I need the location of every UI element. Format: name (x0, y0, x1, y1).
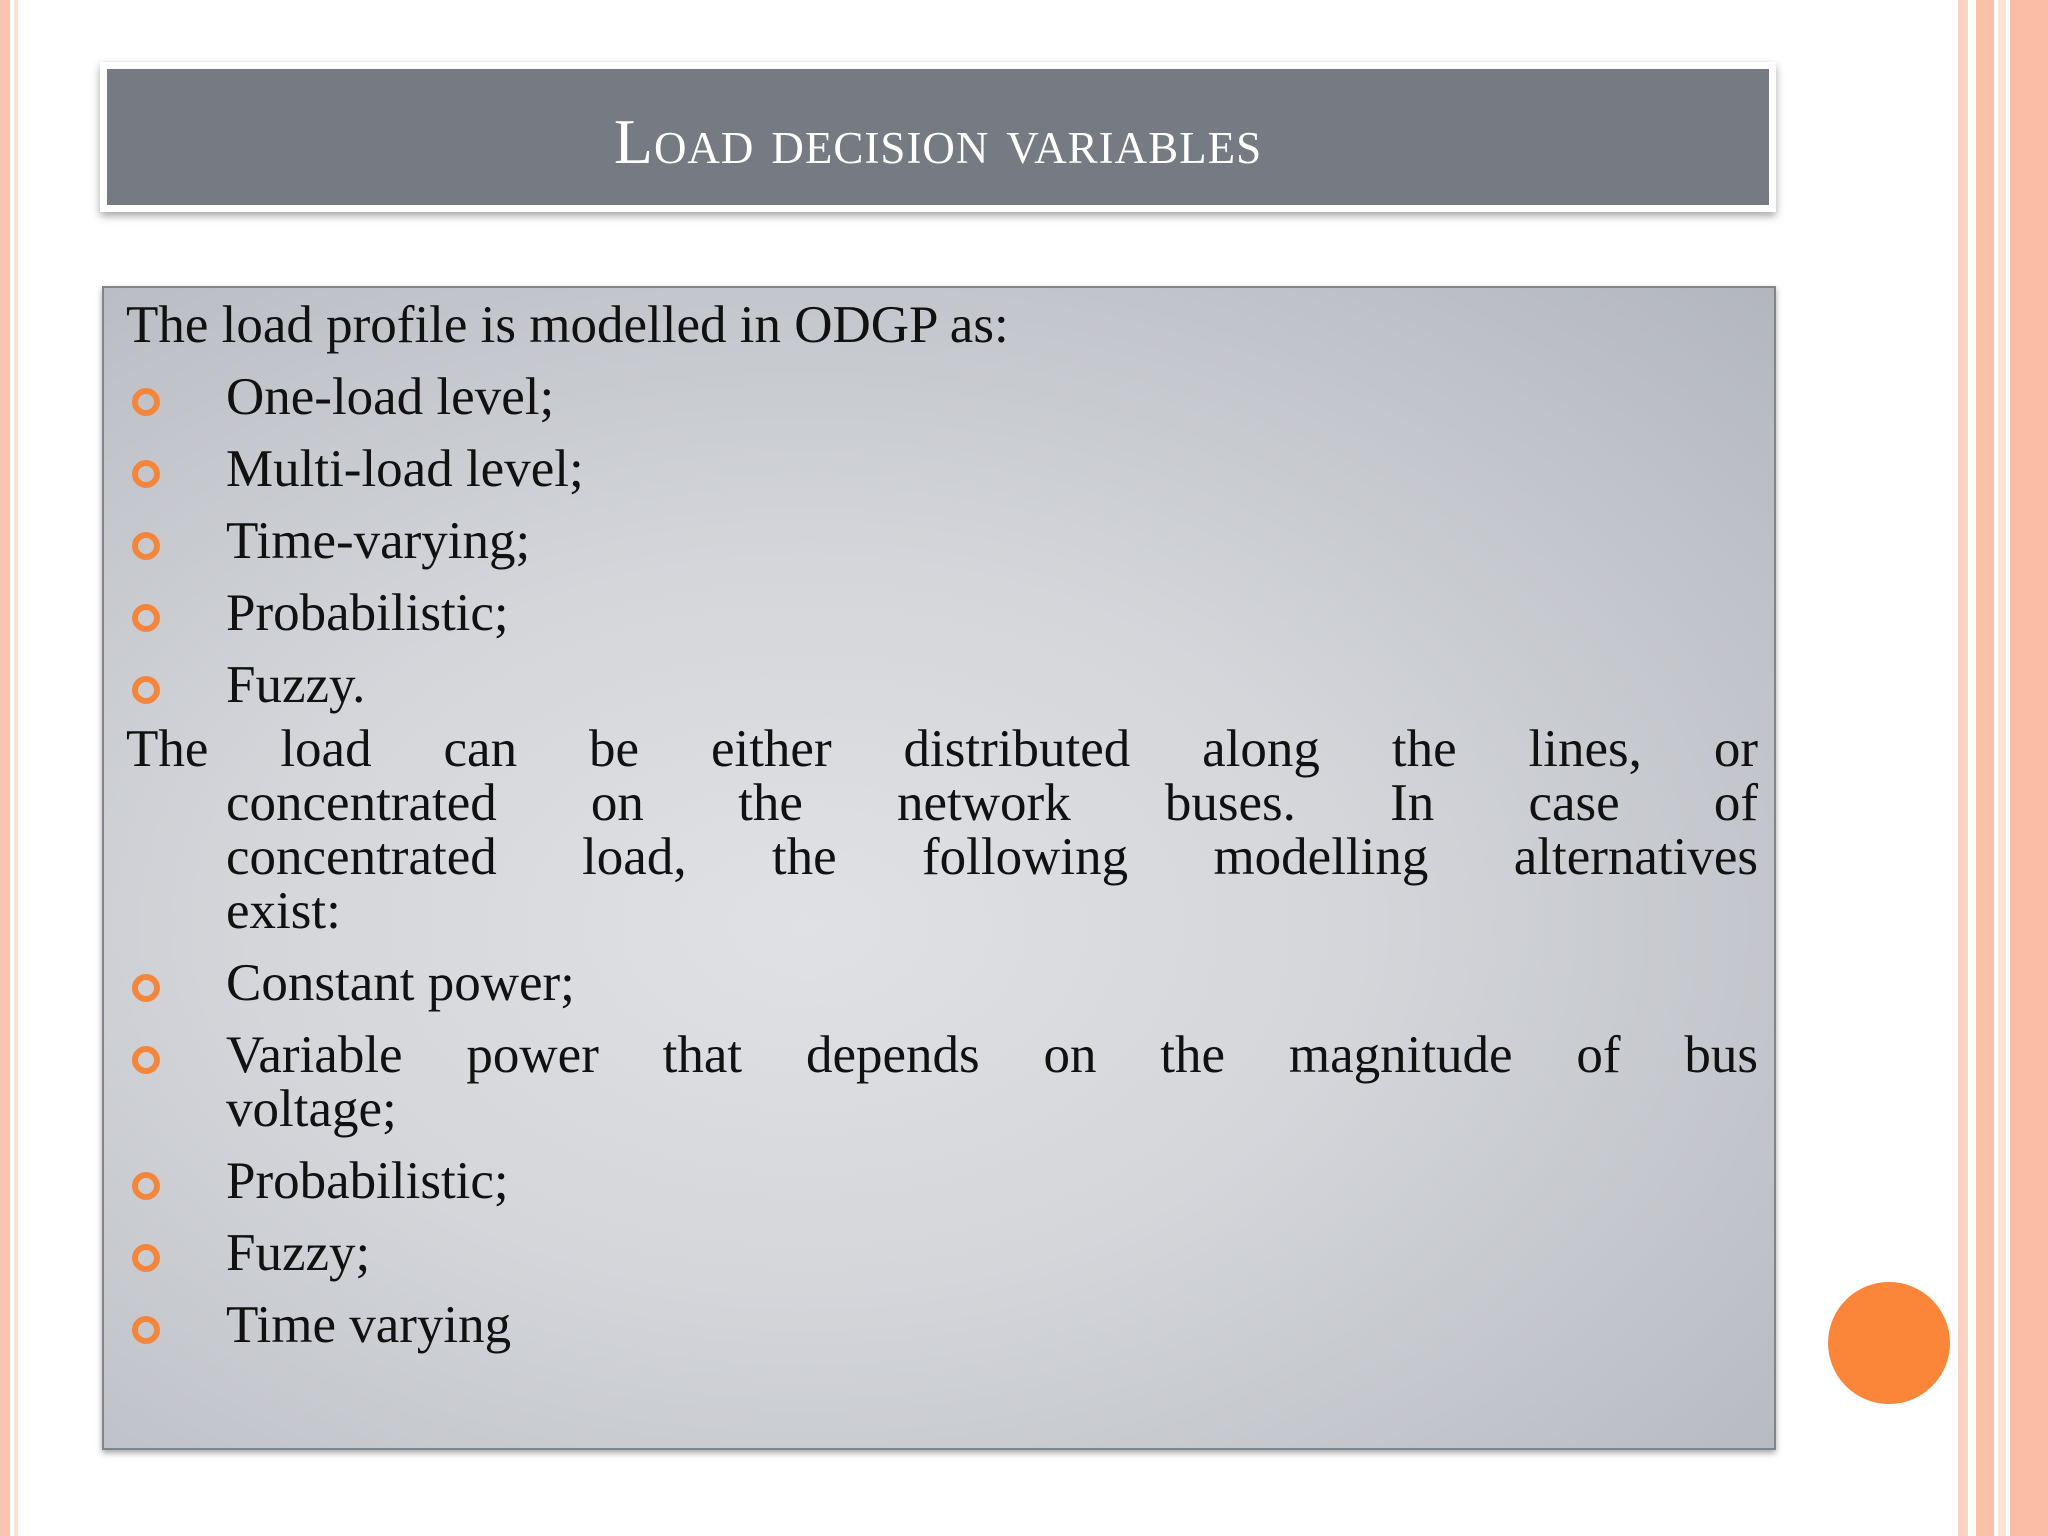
list-item (126, 658, 1758, 712)
title-inner (107, 69, 1769, 205)
right-stripe-1 (1958, 0, 1968, 1536)
list-item (126, 586, 1758, 640)
profile-list (126, 370, 1758, 712)
list-item-text: One-load level; (226, 368, 555, 426)
list-item-text: Probabilistic; (226, 584, 509, 642)
title-bar (100, 62, 1776, 212)
list-item-text: Probabilistic; (226, 1152, 509, 1210)
list-item (126, 442, 1758, 496)
list-item-text: Fuzzy. (226, 656, 366, 714)
list-item-text: Variable power that depends on the magnitude of bus (226, 1026, 1758, 1084)
list-item (126, 514, 1758, 568)
bullet-ring-icon (132, 974, 160, 1002)
list-item (126, 956, 1758, 1010)
list-item-text: voltage; (226, 1080, 397, 1138)
list-item-text: Multi-load level; (226, 440, 584, 498)
paragraph-line: exist: (226, 882, 341, 940)
left-stripe-thin (14, 0, 18, 1536)
paragraph-line: The load can be either distributed along the lines, or (126, 720, 1758, 778)
paragraph-line: concentrated load, the following modelling alternatives (226, 828, 1758, 886)
right-stripe-2 (1976, 0, 1994, 1536)
content-box (102, 286, 1776, 1450)
bullet-ring-icon (132, 1244, 160, 1272)
content-body (126, 294, 1758, 1352)
alternatives-list (126, 956, 1758, 1352)
bullet-ring-icon (132, 532, 160, 560)
bullet-ring-icon (132, 604, 160, 632)
paragraph-line: concentrated on the network buses. In case of (226, 774, 1758, 832)
list-item (126, 1298, 1758, 1352)
right-stripe-4 (2010, 0, 2048, 1536)
bullet-ring-icon (132, 388, 160, 416)
list-item (126, 1226, 1758, 1280)
decorative-circle (1828, 1282, 1950, 1404)
bullet-ring-icon (132, 1316, 160, 1344)
load-paragraph (126, 722, 1758, 938)
list-item (126, 1154, 1758, 1208)
list-item-text: Time varying (226, 1296, 512, 1354)
list-item-text: Time-varying; (226, 512, 531, 570)
intro-text: The load profile is modelled in ODGP as: (126, 296, 1009, 354)
list-item-text: Constant power; (226, 954, 575, 1012)
bullet-ring-icon (132, 676, 160, 704)
right-stripe-3 (1998, 0, 2006, 1536)
list-item (126, 1028, 1758, 1136)
list-item (126, 370, 1758, 424)
left-stripe (0, 0, 10, 1536)
slide-title: Load decision variables (613, 106, 1263, 177)
bullet-ring-icon (132, 1046, 160, 1074)
bullet-ring-icon (132, 1172, 160, 1200)
list-item-text: Fuzzy; (226, 1224, 371, 1282)
bullet-ring-icon (132, 460, 160, 488)
